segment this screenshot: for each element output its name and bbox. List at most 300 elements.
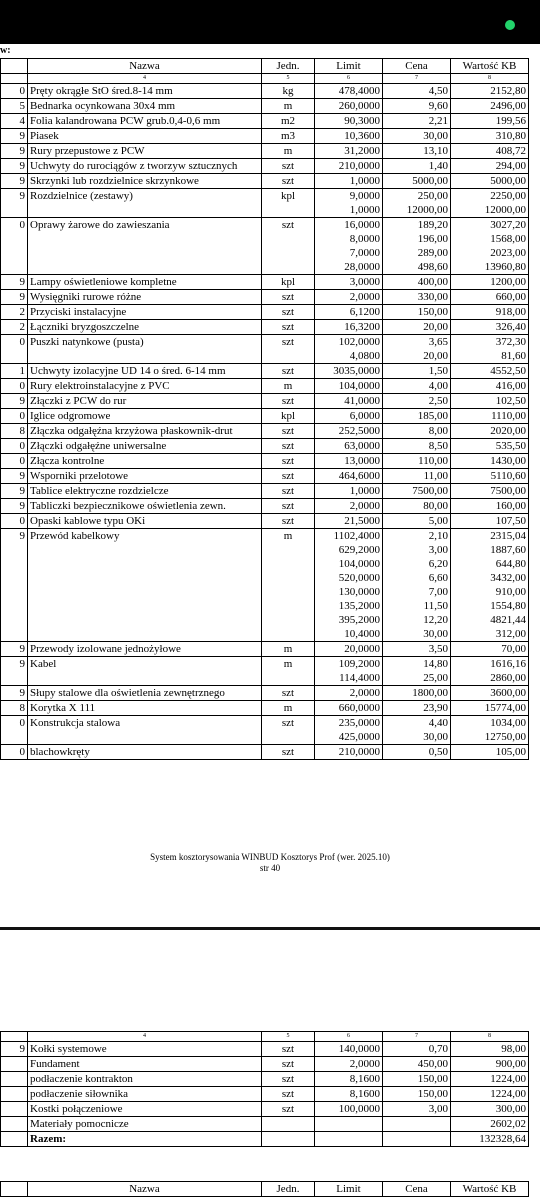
item-value-line: 15774,00 <box>484 702 526 714</box>
item-limit <box>315 305 383 320</box>
item-name: Iglice odgromowe <box>28 409 262 424</box>
item-limit-line: 2,0000 <box>349 687 380 699</box>
row-number: 0 <box>1 409 28 424</box>
item-value-line: 5000,00 <box>490 175 526 187</box>
item-value <box>451 529 529 642</box>
column-header-value: Wartość KB <box>451 59 529 74</box>
table-row <box>1 454 529 469</box>
item-limit <box>315 716 383 745</box>
table-row <box>1 1102 529 1117</box>
item-value-line: 1554,80 <box>490 600 526 612</box>
column-index: 5 <box>262 74 315 84</box>
item-price <box>383 745 451 760</box>
item-limit <box>315 424 383 439</box>
item-price-line: 1800,00 <box>412 687 448 699</box>
item-price <box>383 657 451 686</box>
item-price <box>383 439 451 454</box>
item-name: Tabliczki bezpiecznikowe oświetlenia zewn. <box>28 499 262 514</box>
item-price-line: 23,90 <box>423 702 448 714</box>
item-value-line: 3600,00 <box>490 687 526 699</box>
item-price: 450,00 <box>383 1057 451 1072</box>
item-value-line: 102,50 <box>495 395 526 407</box>
item-name: podłaczenie kontrakton <box>28 1072 262 1087</box>
item-price <box>383 218 451 275</box>
item-value-line: 408,72 <box>495 145 526 157</box>
item-unit: szt <box>262 320 315 335</box>
column-header-limit: Limit <box>315 59 383 74</box>
item-name: Materiały pomocnicze <box>28 1117 262 1132</box>
row-number: 9 <box>1 484 28 499</box>
item-price-line: 13,10 <box>423 145 448 157</box>
item-name: Folia kalandrowana PCW grub.0,4-0,6 mm <box>28 114 262 129</box>
row-number: 0 <box>1 745 28 760</box>
item-unit: szt <box>262 499 315 514</box>
item-price-line: 2,21 <box>428 115 448 127</box>
table-row <box>1 290 529 305</box>
column-index: 6 <box>315 1032 383 1042</box>
item-value-line: 294,00 <box>495 160 526 172</box>
total-label: Razem: <box>28 1132 262 1147</box>
item-value-line: 2496,00 <box>490 100 526 112</box>
item-value <box>451 409 529 424</box>
item-price-line: 4,00 <box>428 380 448 392</box>
row-number: 9 <box>1 275 28 290</box>
item-unit: szt <box>262 1072 315 1087</box>
item-value-line: 1430,00 <box>490 455 526 467</box>
item-value: 900,00 <box>451 1057 529 1072</box>
column-index: 4 <box>28 74 262 84</box>
item-limit-line: 104,0000 <box>338 380 380 392</box>
item-value-line: 1034,00 <box>490 717 526 729</box>
item-unit: szt <box>262 454 315 469</box>
item-limit-line: 210,0000 <box>338 746 380 758</box>
item-limit <box>315 394 383 409</box>
column-index: 5 <box>262 1032 315 1042</box>
item-value-line: 918,00 <box>495 306 526 318</box>
item-value <box>451 129 529 144</box>
item-value-line: 70,00 <box>501 643 526 655</box>
item-limit <box>315 335 383 364</box>
item-unit: szt <box>262 439 315 454</box>
item-value-line: 199,56 <box>495 115 526 127</box>
column-header-lp <box>1 1182 28 1197</box>
item-name: Fundament <box>28 1057 262 1072</box>
item-limit-line: 1102,4000 <box>333 530 380 542</box>
item-limit <box>315 275 383 290</box>
column-index: 7 <box>383 74 451 84</box>
item-price-line: 6,60 <box>428 572 448 584</box>
item-limit-line: 109,2000 <box>338 658 380 670</box>
table-row <box>1 469 529 484</box>
item-price-line: 5,00 <box>428 515 448 527</box>
item-value <box>451 439 529 454</box>
item-limit: 8,1600 <box>315 1072 383 1087</box>
item-value-line: 1200,00 <box>490 276 526 288</box>
column-header-lp <box>1 59 28 74</box>
item-price <box>383 379 451 394</box>
table-row <box>1 745 529 760</box>
item-value-line: 2315,04 <box>490 530 526 542</box>
item-value <box>451 275 529 290</box>
item-limit-line: 130,0000 <box>338 586 380 598</box>
page-footer <box>0 852 540 874</box>
column-header-unit: Jedn. <box>262 59 315 74</box>
item-price: 150,00 <box>383 1072 451 1087</box>
item-name: Uchwyty izolacyjne UD 14 o śred. 6-14 mm <box>28 364 262 379</box>
item-limit: 140,0000 <box>315 1042 383 1057</box>
item-value-line: 1616,16 <box>490 658 526 670</box>
table-row <box>1 716 529 745</box>
column-header-value: Wartość KB <box>451 1182 529 1197</box>
item-price-line: 4,50 <box>428 85 448 97</box>
item-name: Przyciski instalacyjne <box>28 305 262 320</box>
row-number: 9 <box>1 290 28 305</box>
row-number: 9 <box>1 529 28 642</box>
item-unit: szt <box>262 335 315 364</box>
item-limit <box>315 320 383 335</box>
item-value-line: 644,80 <box>495 558 526 570</box>
row-number: 5 <box>1 99 28 114</box>
item-price-line: 6,20 <box>428 558 448 570</box>
item-name: Skrzynki lub rozdzielnice skrzynkowe <box>28 174 262 189</box>
item-unit: szt <box>262 716 315 745</box>
column-index: 4 <box>28 1032 262 1042</box>
item-price <box>383 1117 451 1132</box>
item-name: Tablice elektryczne rozdzielcze <box>28 484 262 499</box>
table-row <box>1 484 529 499</box>
item-price-line: 3,00 <box>428 544 448 556</box>
table-row <box>1 499 529 514</box>
row-number: 1 <box>1 364 28 379</box>
item-value <box>451 159 529 174</box>
item-limit-line: 478,4000 <box>338 85 380 97</box>
item-unit <box>262 1132 315 1147</box>
item-price-line: 14,80 <box>423 658 448 670</box>
table-row <box>1 275 529 290</box>
item-price-line: 7,00 <box>428 586 448 598</box>
item-value <box>451 379 529 394</box>
item-limit <box>315 642 383 657</box>
item-name: Konstrukcja stalowa <box>28 716 262 745</box>
item-price-line: 189,20 <box>417 219 448 231</box>
item-limit <box>315 379 383 394</box>
table-row <box>1 657 529 686</box>
item-limit <box>315 218 383 275</box>
item-value-line: 7500,00 <box>490 485 526 497</box>
table-row <box>1 1042 529 1057</box>
table-row <box>1 1087 529 1102</box>
item-price <box>383 159 451 174</box>
item-price <box>383 394 451 409</box>
next-page-table-header <box>0 1181 529 1197</box>
row-number: 8 <box>1 424 28 439</box>
item-value <box>451 484 529 499</box>
item-name: Złączki odgałęźne uniwersalne <box>28 439 262 454</box>
item-name: Lampy oświetleniowe kompletne <box>28 275 262 290</box>
item-unit: szt <box>262 745 315 760</box>
item-value-line: 13960,80 <box>484 261 526 273</box>
item-value <box>451 469 529 484</box>
row-number: 9 <box>1 129 28 144</box>
item-price-line: 1,40 <box>428 160 448 172</box>
item-limit <box>315 409 383 424</box>
item-unit: m <box>262 99 315 114</box>
item-value-line: 372,30 <box>495 336 526 348</box>
item-name: Łączniki bryzgoszczelne <box>28 320 262 335</box>
item-limit-line: 63,0000 <box>344 440 380 452</box>
item-price-line: 3,65 <box>428 336 448 348</box>
item-limit-line: 10,4000 <box>344 628 380 640</box>
item-price <box>383 484 451 499</box>
column-index: 6 <box>315 74 383 84</box>
item-price-line: 80,00 <box>423 500 448 512</box>
row-number: 9 <box>1 1042 28 1057</box>
item-value <box>451 320 529 335</box>
item-price <box>383 716 451 745</box>
item-value-line: 1568,00 <box>490 233 526 245</box>
item-value: 300,00 <box>451 1102 529 1117</box>
item-value <box>451 657 529 686</box>
item-unit: szt <box>262 469 315 484</box>
item-price-line: 2,10 <box>428 530 448 542</box>
item-price <box>383 701 451 716</box>
item-price-line: 4,40 <box>428 717 448 729</box>
item-price <box>383 424 451 439</box>
item-unit: kg <box>262 84 315 99</box>
software-credit: System kosztorysowania WINBUD Kosztorys Prof (wer. 2025.10) <box>150 852 390 862</box>
item-value-line: 4552,50 <box>490 365 526 377</box>
item-limit-line: 104,0000 <box>338 558 380 570</box>
table-row <box>1 335 529 364</box>
item-price <box>383 1132 451 1147</box>
column-index <box>1 74 28 84</box>
row-number <box>1 1132 28 1147</box>
table-row <box>1 1072 529 1087</box>
item-price <box>383 174 451 189</box>
section-stub-label: w: <box>0 45 11 56</box>
item-limit <box>315 529 383 642</box>
column-header-unit: Jedn. <box>262 1182 315 1197</box>
item-value <box>451 454 529 469</box>
table-row <box>1 320 529 335</box>
row-number: 0 <box>1 84 28 99</box>
row-number: 0 <box>1 716 28 745</box>
item-unit: m2 <box>262 114 315 129</box>
item-value <box>451 424 529 439</box>
item-value <box>451 218 529 275</box>
item-price-line: 250,00 <box>417 190 448 202</box>
item-value <box>451 335 529 364</box>
item-price-line: 11,00 <box>423 470 448 482</box>
item-value: 2602,02 <box>451 1117 529 1132</box>
item-value <box>451 499 529 514</box>
row-number: 9 <box>1 657 28 686</box>
item-unit: m3 <box>262 129 315 144</box>
item-price-line: 30,00 <box>423 130 448 142</box>
table-row <box>1 409 529 424</box>
item-unit: szt <box>262 364 315 379</box>
table-row <box>1 1057 529 1072</box>
item-limit-line: 1,0000 <box>349 485 380 497</box>
item-limit-line: 8,0000 <box>349 233 380 245</box>
item-value-line: 2020,00 <box>490 425 526 437</box>
item-price-line: 12000,00 <box>406 204 448 216</box>
item-unit: m <box>262 642 315 657</box>
table-row <box>1 129 529 144</box>
item-price-line: 1,50 <box>428 365 448 377</box>
item-unit: szt <box>262 174 315 189</box>
table-row <box>1 159 529 174</box>
item-price <box>383 144 451 159</box>
item-name: Kostki połączeniowe <box>28 1102 262 1117</box>
item-limit-line: 10,3600 <box>344 130 380 142</box>
item-name: Wysięgniki rurowe różne <box>28 290 262 305</box>
item-price-line: 330,00 <box>417 291 448 303</box>
item-value-line: 3432,00 <box>490 572 526 584</box>
table-row <box>1 144 529 159</box>
item-limit-line: 28,0000 <box>344 261 380 273</box>
item-unit: szt <box>262 1087 315 1102</box>
item-price <box>383 364 451 379</box>
item-value: 1224,00 <box>451 1072 529 1087</box>
item-limit-line: 114,4000 <box>339 672 380 684</box>
item-name: Kołki systemowe <box>28 1042 262 1057</box>
item-name: Rury przepustowe z PCW <box>28 144 262 159</box>
item-value <box>451 99 529 114</box>
row-number: 9 <box>1 189 28 218</box>
item-limit <box>315 499 383 514</box>
column-header-limit: Limit <box>315 1182 383 1197</box>
page-number: str 40 <box>259 863 281 873</box>
item-value-line: 660,00 <box>495 291 526 303</box>
item-unit: szt <box>262 218 315 275</box>
item-price-line: 400,00 <box>417 276 448 288</box>
row-number: 4 <box>1 114 28 129</box>
item-limit-line: 4,0800 <box>349 350 380 362</box>
item-price <box>383 114 451 129</box>
total-row <box>1 1132 529 1147</box>
item-name: Piasek <box>28 129 262 144</box>
item-value <box>451 394 529 409</box>
item-price-line: 9,60 <box>428 100 448 112</box>
item-price-line: 196,00 <box>417 233 448 245</box>
item-limit: 2,0000 <box>315 1057 383 1072</box>
item-limit <box>315 469 383 484</box>
item-limit-line: 135,2000 <box>338 600 380 612</box>
item-limit-line: 660,0000 <box>338 702 380 714</box>
item-value-line: 1887,60 <box>490 544 526 556</box>
row-number: 9 <box>1 499 28 514</box>
item-price-line: 150,00 <box>417 306 448 318</box>
row-number: 0 <box>1 379 28 394</box>
item-limit-line: 31,2000 <box>344 145 380 157</box>
item-price-line: 11,50 <box>423 600 448 612</box>
item-price <box>383 469 451 484</box>
item-price <box>383 642 451 657</box>
item-value-line: 312,00 <box>495 628 526 640</box>
item-price <box>383 290 451 305</box>
item-price <box>383 275 451 290</box>
item-limit-line: 260,0000 <box>338 100 380 112</box>
item-limit-line: 16,0000 <box>344 219 380 231</box>
item-value <box>451 745 529 760</box>
item-price-line: 8,50 <box>428 440 448 452</box>
row-number <box>1 1117 28 1132</box>
item-value-line: 2152,80 <box>490 85 526 97</box>
item-value <box>451 174 529 189</box>
item-limit-line: 3035,0000 <box>333 365 380 377</box>
item-price-line: 5000,00 <box>412 175 448 187</box>
item-price <box>383 529 451 642</box>
item-limit <box>315 290 383 305</box>
item-value-line: 2023,00 <box>490 247 526 259</box>
row-number <box>1 1057 28 1072</box>
table-header-row <box>1 1182 529 1197</box>
item-price-line: 12,20 <box>423 614 448 626</box>
item-unit: kpl <box>262 275 315 290</box>
row-number: 9 <box>1 642 28 657</box>
item-limit <box>315 1117 383 1132</box>
materials-table-continued <box>0 1031 529 1147</box>
item-name: Złącza kontrolne <box>28 454 262 469</box>
item-value-line: 2250,00 <box>490 190 526 202</box>
item-name: Opaski kablowe typu OKi <box>28 514 262 529</box>
item-limit <box>315 114 383 129</box>
column-index-row <box>1 74 529 84</box>
item-value-line: 310,80 <box>495 130 526 142</box>
row-number: 0 <box>1 514 28 529</box>
table-row <box>1 529 529 642</box>
row-number: 0 <box>1 218 28 275</box>
item-limit-line: 13,0000 <box>344 455 380 467</box>
item-price-line: 25,00 <box>423 672 448 684</box>
item-limit-line: 520,0000 <box>338 572 380 584</box>
item-unit: m <box>262 657 315 686</box>
row-number: 2 <box>1 305 28 320</box>
item-price-line: 8,00 <box>428 425 448 437</box>
column-header-name: Nazwa <box>28 1182 262 1197</box>
item-price-line: 498,60 <box>417 261 448 273</box>
item-name: Bednarka ocynkowana 30x4 mm <box>28 99 262 114</box>
item-price-line: 30,00 <box>423 628 448 640</box>
item-name: Rury elektroinstalacyjne z PVC <box>28 379 262 394</box>
row-number <box>1 1102 28 1117</box>
item-limit <box>315 454 383 469</box>
materials-table <box>0 58 529 760</box>
table-row <box>1 364 529 379</box>
item-value-line: 5110,60 <box>490 470 526 482</box>
item-unit: szt <box>262 159 315 174</box>
item-unit <box>262 1117 315 1132</box>
item-name: Słupy stalowe dla oświetlenia zewnętrznego <box>28 686 262 701</box>
item-limit <box>315 514 383 529</box>
item-value <box>451 144 529 159</box>
item-limit-line: 6,1200 <box>349 306 380 318</box>
page-separator <box>0 927 540 930</box>
column-header-price: Cena <box>383 59 451 74</box>
item-limit <box>315 686 383 701</box>
item-unit: m <box>262 144 315 159</box>
item-value-line: 910,00 <box>495 586 526 598</box>
item-price-line: 7500,00 <box>412 485 448 497</box>
item-limit-line: 41,0000 <box>344 395 380 407</box>
item-limit <box>315 189 383 218</box>
item-price <box>383 409 451 424</box>
item-unit: szt <box>262 1102 315 1117</box>
row-number: 9 <box>1 469 28 484</box>
item-limit <box>315 439 383 454</box>
column-index: 8 <box>451 1032 529 1042</box>
